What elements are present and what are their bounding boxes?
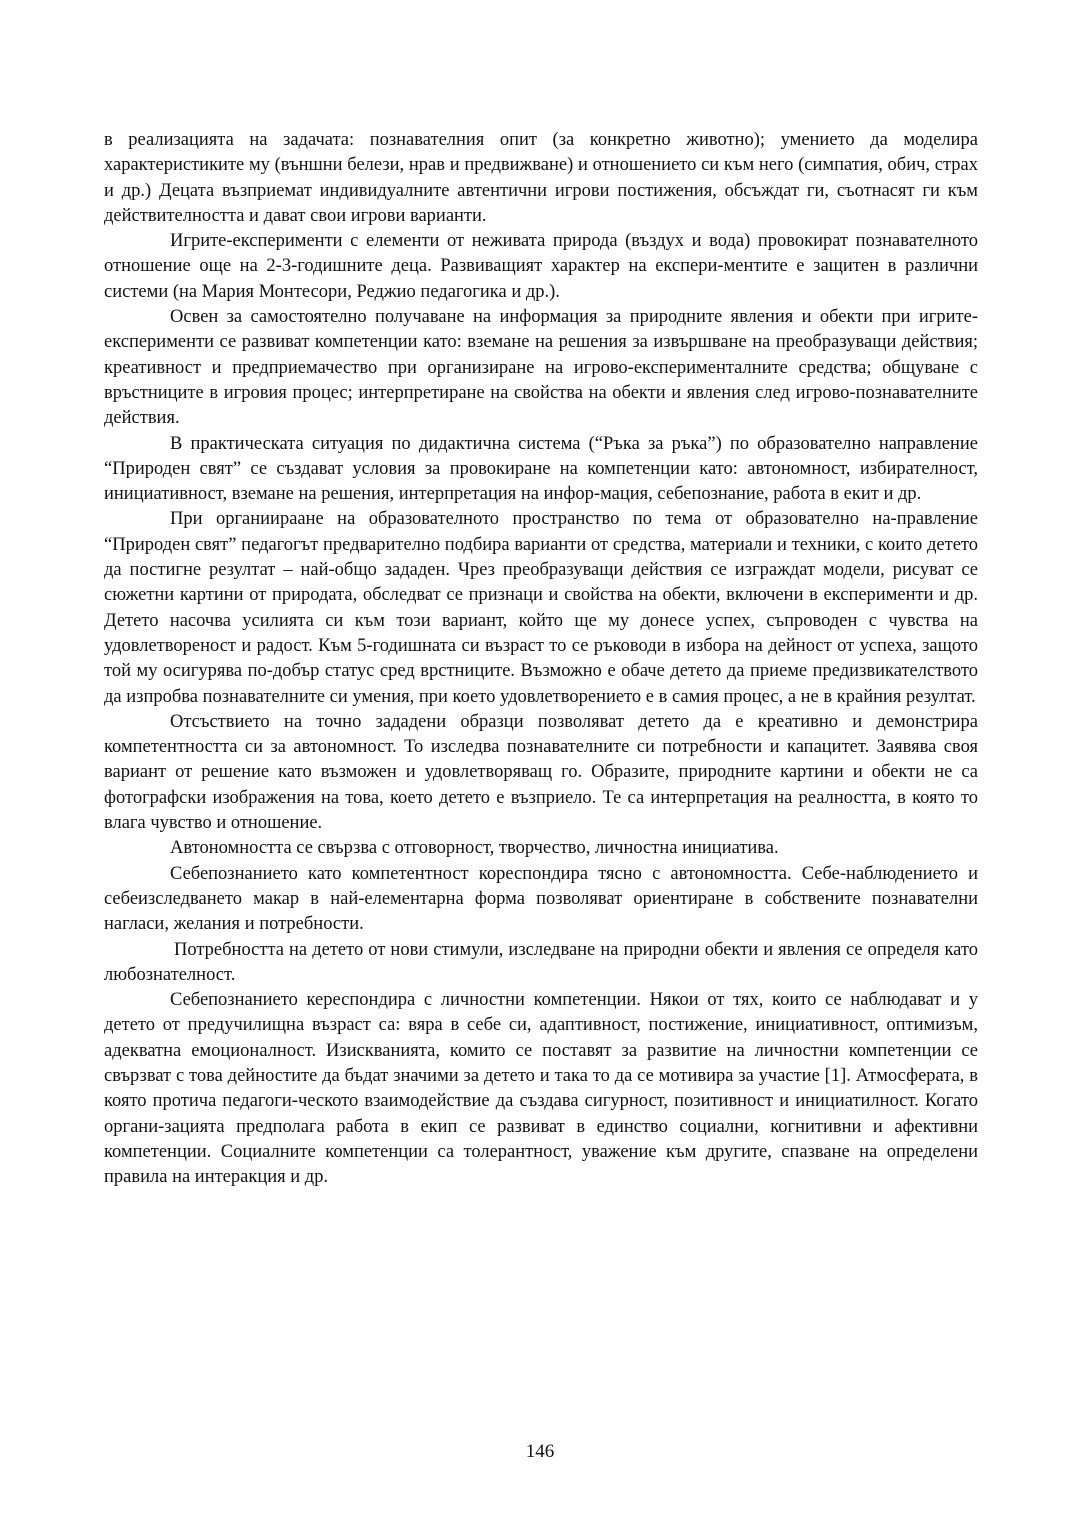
page-number: 146 bbox=[525, 1441, 555, 1462]
paragraph-9: Потребността на детето от нови стимули, изследване на природни обекти и явления се определя като любознателност. bbox=[104, 939, 978, 985]
paragraph-7: Автономността се свързва с отговорност, творчество, личностна инициатива. bbox=[170, 838, 779, 859]
paragraph-6: Отсъствието на точно зададени образци позволяват детето да е креативно и демонстрира компетентността си за автономност. То изследва познавателните си потребности и капацитет. Заявява своя вариант от решение като възможен и удовлетворяващ го. Образите, природните картини и обекти не са фотографски изображения на това, което детето е възприело. Те са интерпретация на реалността, в която то влага чувство и отношение. bbox=[104, 711, 978, 834]
paragraph-8: Себепознанието като компетентност кореспондира тясно с автономността. Себе-наблюдението и себеизследването макар в най-елементарна форма позволяват ориентиране в собствените познавателни нагласи, желания и потребности. bbox=[104, 863, 978, 935]
paragraph-2: Игрите-експерименти с елементи от неживата природа (въздух и вода) провокират познавателното отношение още на 2-3-годишните деца. Развиващият характер на експери-ментите е защитен в различни системи (на Мария Монтесори, Реджио педагогика и др.). bbox=[104, 231, 978, 302]
paragraph-10: Себепознанието кереспондира с личностни компетенции. Някои от тях, които се наблюдават и у детето от предучилищна възраст са: вяра в себе си, адаптивност, постижение, инициативност, оптимизъм, адекватна емоционалност. Изискванията, комито се поставят за развитие на личностни компетенции се свързват с това дейностите да бъдат значими за детето и така то да се мотивира за участие [1]. Атмосферата, в която протича педагоги-ческото взаимодействие да създава сигурност, позитивност и инициатилност. Когато органи-зацията предполага работа в екип се развиват в единство социални, когнитивни и афективни компетенции. Социалните компетенции са толерантност, уважение към другите, спазване на определени правила на интеракция и др. bbox=[104, 990, 978, 1188]
paragraph-1: в реализацията на задачата: познавателния опит (за конкретно животно); умението да моделира характеристиките му (външни белези, нрав и предвижване) и отношението си към него (симпатия, обич, страх и др.) Децата възприемат индивидуалните автентични игрови постижения, обсъждат ги, съотнасят ги към действителността и дават свои игрови варианти. bbox=[104, 130, 978, 226]
paragraph-3: Освен за самостоятелно получаване на информация за природните явления и обекти при игрите-експерименти се развиват компетенции като: вземане на решения за извършване на преобразуващи действия; креативност и предприемачество при организиране на игрово-експерименталните средства; общуване с връстниците в игровия процес; интерпретиране на свойства на обекти и явления след игрово-познавателните действия. bbox=[104, 307, 978, 429]
paragraph-4: В практическата ситуация по дидактична система (“Ръка за ръка”) по образователно направление “Природен свят” се създават условия за провокиране на компетенции като: автономност, избирателност, инициативност, вземане на решения, интерпретация на инфор-мация, себепознание, работа в екит и др. bbox=[104, 433, 978, 505]
paragraph-5: При органиираане на образователното пространство по тема от образователно на-правление “Природен свят” педагогът предварително подбира варианти от средства, материали и техники, с които детето да постигне резултат – най-общо зададен. Чрез преобразуващи действия се изграждат модели, рисуват се сюжетни картини от природата, обследват се признаци и свойства на обекти, включени в експерименти и др. Детето насочва усилията си към този вариант, който ще му донесе успех, съпроводен с чувства на удовлетвореност и радост. Към 5-годишната си възраст то се ръководи в избора на дейност от успеха, защото той му осигурява по-добър статус сред врстниците. Възможно е обаче детето да приеме предизвикателството да изпробва познавателните си умения, при което удовлетворението е в самия процес, а не в крайния резултат. bbox=[104, 509, 978, 707]
body-text bbox=[104, 128, 978, 1190]
